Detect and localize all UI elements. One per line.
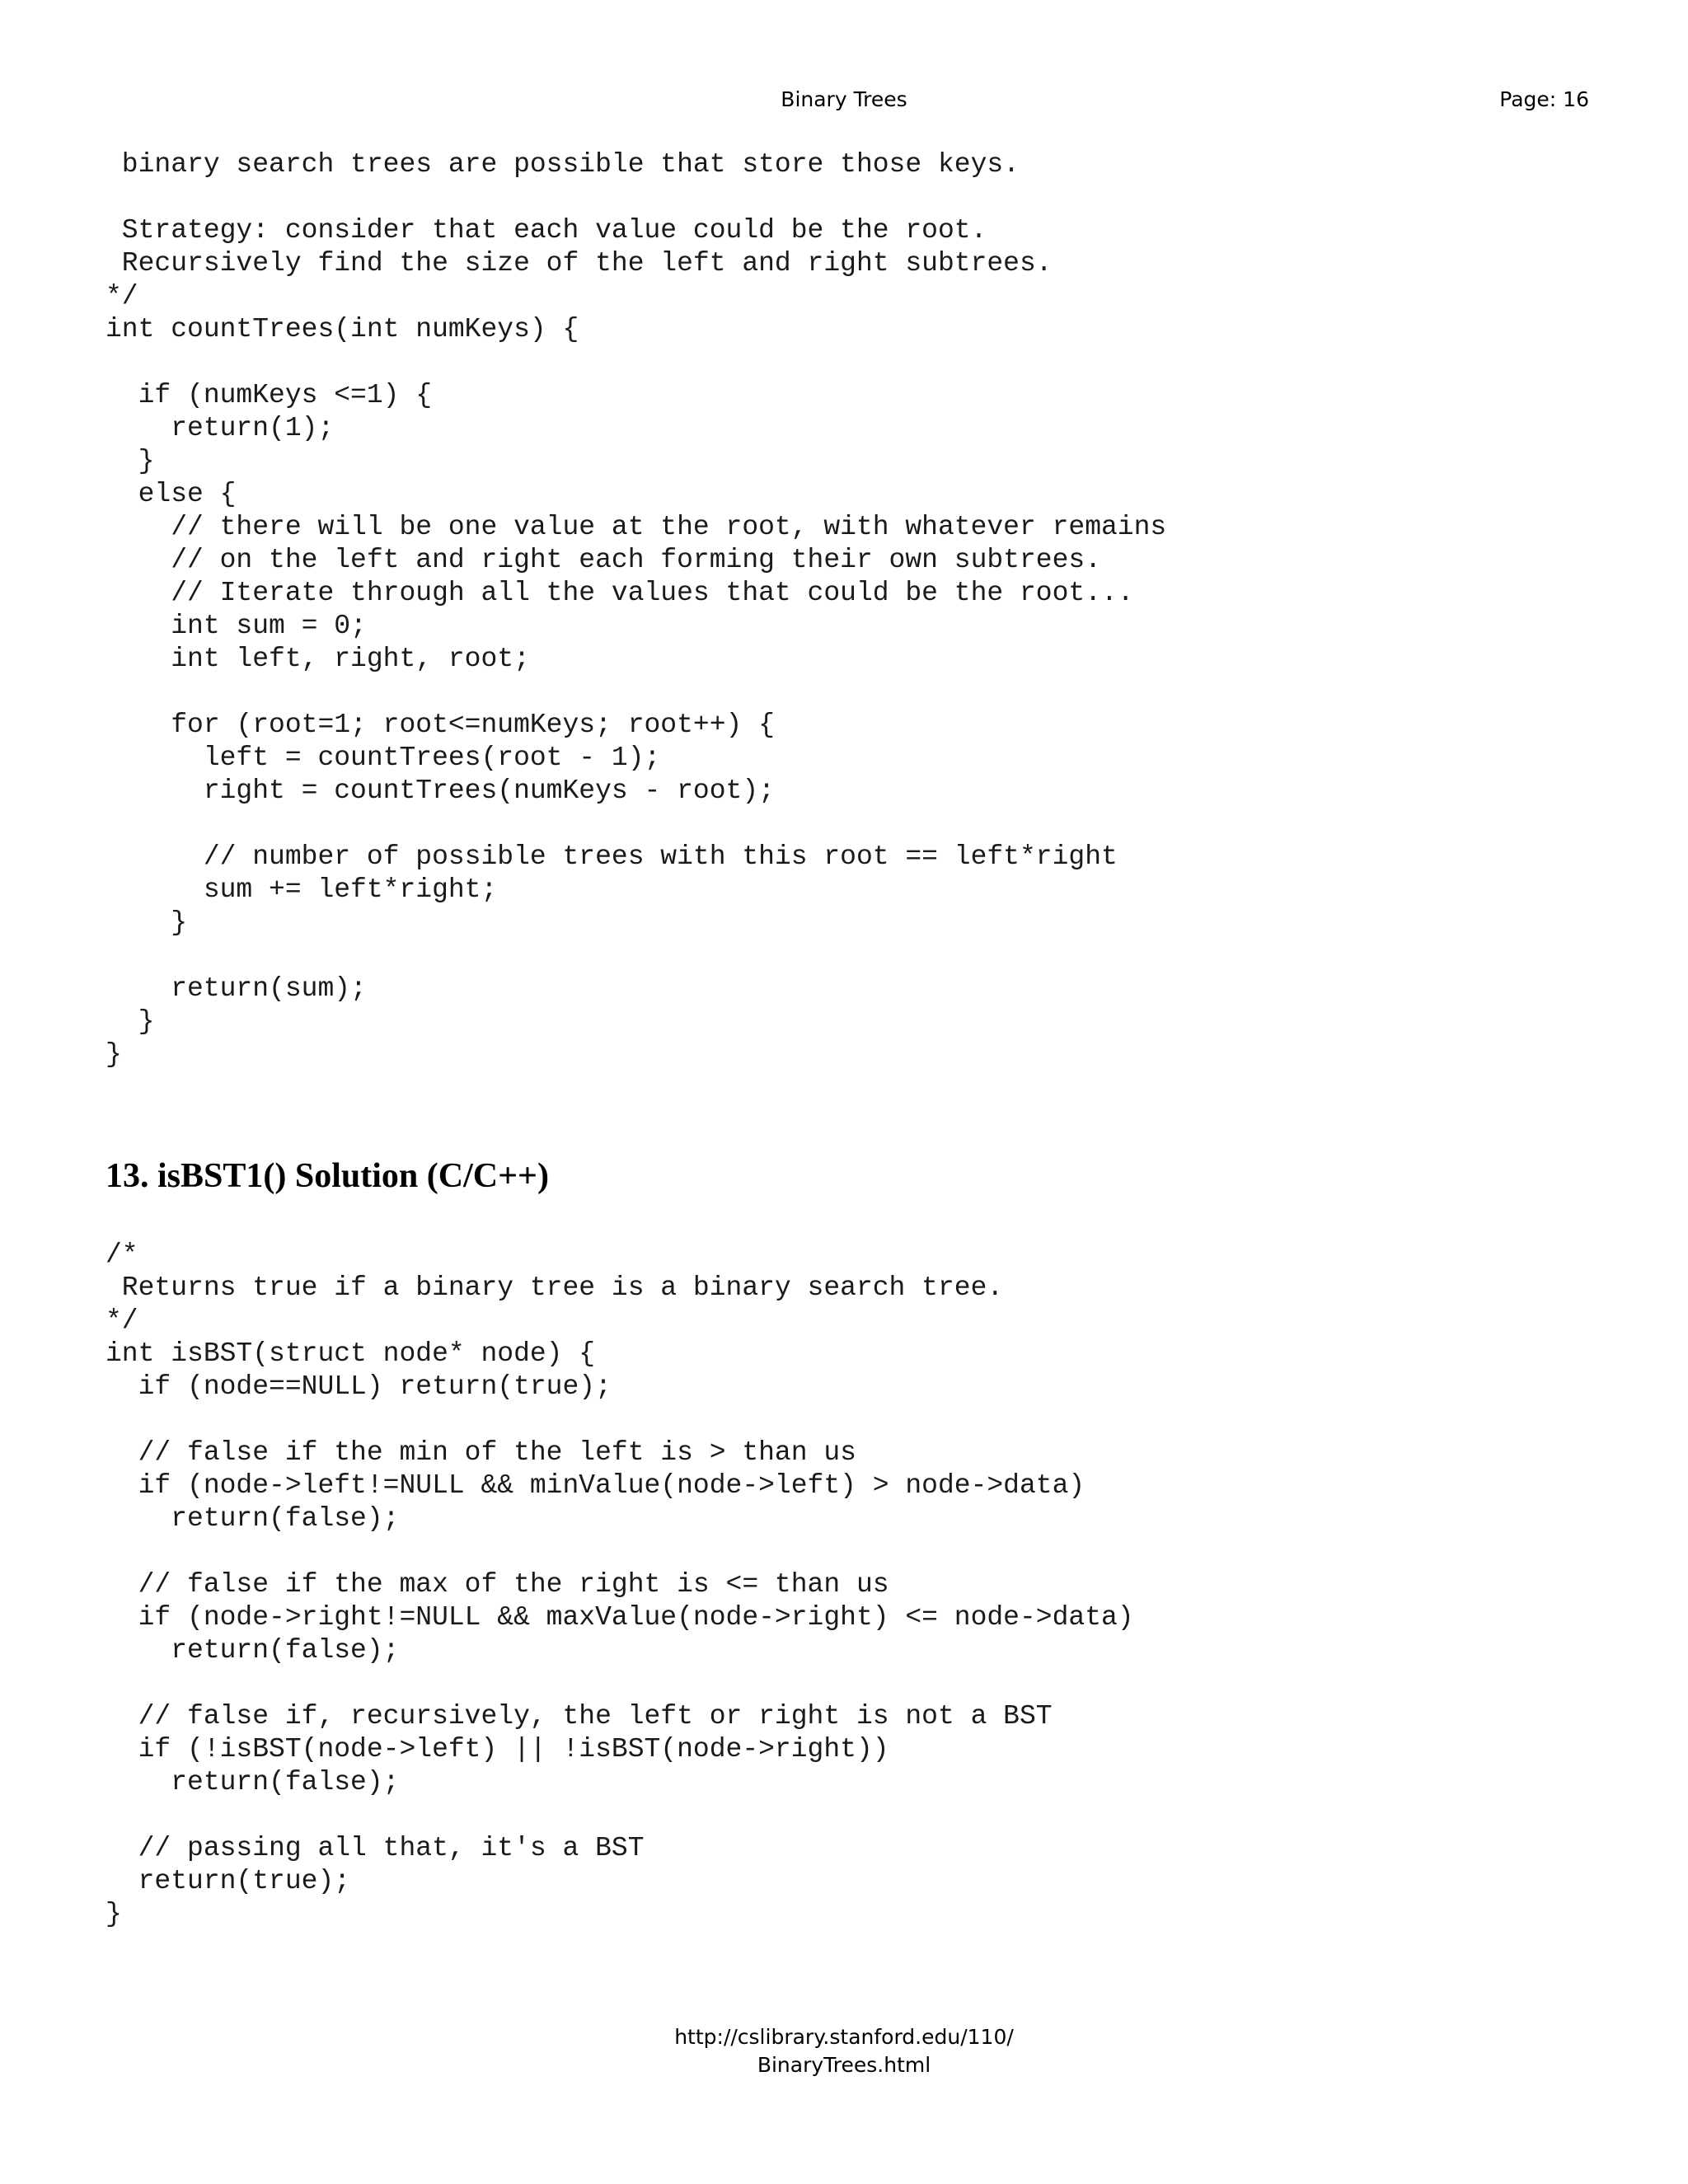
section-heading: 13. isBST1() Solution (C/C++) <box>106 1157 549 1195</box>
footer-url-link[interactable] <box>674 2025 1014 2077</box>
page-number: Page: 16 <box>1499 87 1589 111</box>
code-block-count-trees: binary search trees are possible that store those keys. Strategy: consider that each value could be the root. Recursively find the size of the left and right subtrees. */ int countTrees(int numKeys) { if (numKeys <=1) { return(1); } else { // there will be one value at the root, with whatever remains // on the left and right each forming their own subtrees. // Iterate through all the values that could be the root... int sum = 0; int left, right, root; for (root=1; root<=numKeys; root++) { left = countTrees(root - 1); right = countTrees(numKeys - root); // number of possible trees with this root == left*right sum += left*right; } return(sum); } } <box>106 149 1167 1070</box>
code-block-is-bst: /* Returns true if a binary tree is a binary search tree. */ int isBST(struct node* node) { if (node==NULL) return(true); // false if the min of the left is > than us if (node->left!=NULL && minValue(node->left) > node->data) return(false); // false if the max of the right is <= than us if (node->right!=NULL && maxValue(node->right) <= node->data) return(false); // false if, recursively, the left or right is not a BST if (!isBST(node->left) || !isBST(node->right)) return(false); // passing all that, it's a BST return(true); } <box>106 1240 1134 1929</box>
footer-url-line-2: BinaryTrees.html <box>757 2053 931 2077</box>
header-title: Binary Trees <box>781 87 907 111</box>
footer-url-line-1: http://cslibrary.stanford.edu/110/ <box>674 2025 1014 2049</box>
page-header <box>0 82 1688 115</box>
page-footer <box>0 2023 1688 2079</box>
